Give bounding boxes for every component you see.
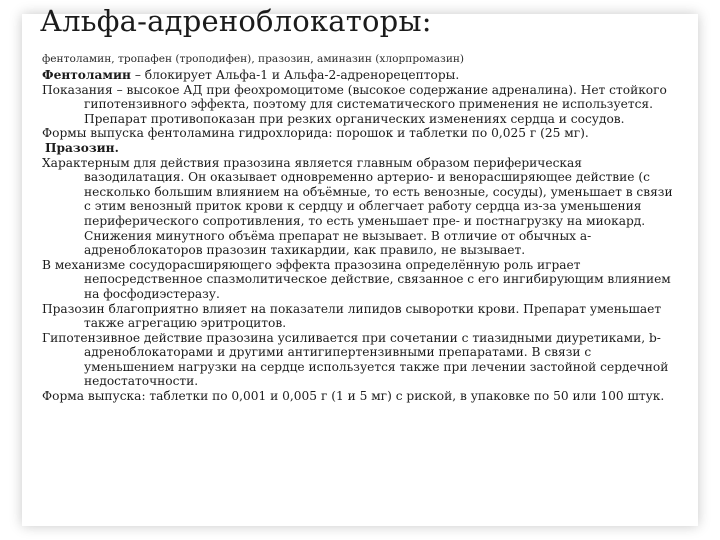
phentolamine-term: Фентоламин — [42, 68, 131, 82]
drug-list-subtitle: фентоламин, тропафен (троподифен), празозин, аминазин (хлорпромазин) — [42, 53, 465, 65]
indications-paragraph: Показания – высокое АД при феохромоцитоме (высокое содержание адреналина). Нет стойкого гипотензивного эффекта, поэтому для систематического применения не используется. Препарат противопоказан при резких органических изменениях сердца и сосудов. — [42, 82, 667, 126]
prazosin-mechanism-paragraph: В механизме сосудорасширяющего эффекта празозина определённую роль играет непосредственное спазмолитическое действие, связанное с его ингибирующим влиянием на фосфодиэстеразу. — [42, 257, 671, 301]
prazosin-heading: Празозин. — [45, 140, 119, 155]
prazosin-action-paragraph: Характерным для действия празозина является главным образом периферическая вазодилатация. Он оказывает одновременно артерио- и венорасширяющее действие (с несколько большим влиянием на объёмные, то есть венозные, сосуды), уменьшает в связи с этим венозный приток крови к сердцу и облегчает работу сердца из-за уменьшения периферического сопротивления, то есть уменьшает пре- и постнагрузку на миокард. Снижения минутного объёма препарат не вызывает. В отличие от обычных а-адреноблокаторов празозин тахикардии, как правило, не вызывает. — [42, 155, 673, 258]
prazosin-lipids-paragraph: Празозин благоприятно влияет на показатели липидов сыворотки крови. Препарат уменьшает также агрегацию эритроцитов. — [42, 301, 662, 331]
slide-body — [42, 52, 678, 404]
prazosin-forms-paragraph: Форма выпуска: таблетки по 0,001 и 0,005 г (1 и 5 мг) с риской, в упаковке по 50 или 100 штук. — [42, 389, 665, 404]
slide-title: Альфа-адреноблокаторы: — [40, 4, 432, 38]
phentolamine-definition-text: – блокирует Альфа-1 и Альфа-2-адренорецепторы. — [130, 68, 460, 82]
phentolamine-forms-paragraph: Формы выпуска фентоламина гидрохлорида: порошок и таблетки по 0,025 г (25 мг). — [42, 126, 589, 141]
prazosin-hypotensive-paragraph: Гипотензивное действие празозина усиливается при сочетании с тиазидными диуретиками, b-адреноблокаторами и другими антигипертензивными препаратами. В связи с уменьшением нагрузки на сердце используется также при лечении застойной сердечной недостаточности. — [42, 330, 669, 389]
phentolamine-definition — [42, 68, 678, 83]
